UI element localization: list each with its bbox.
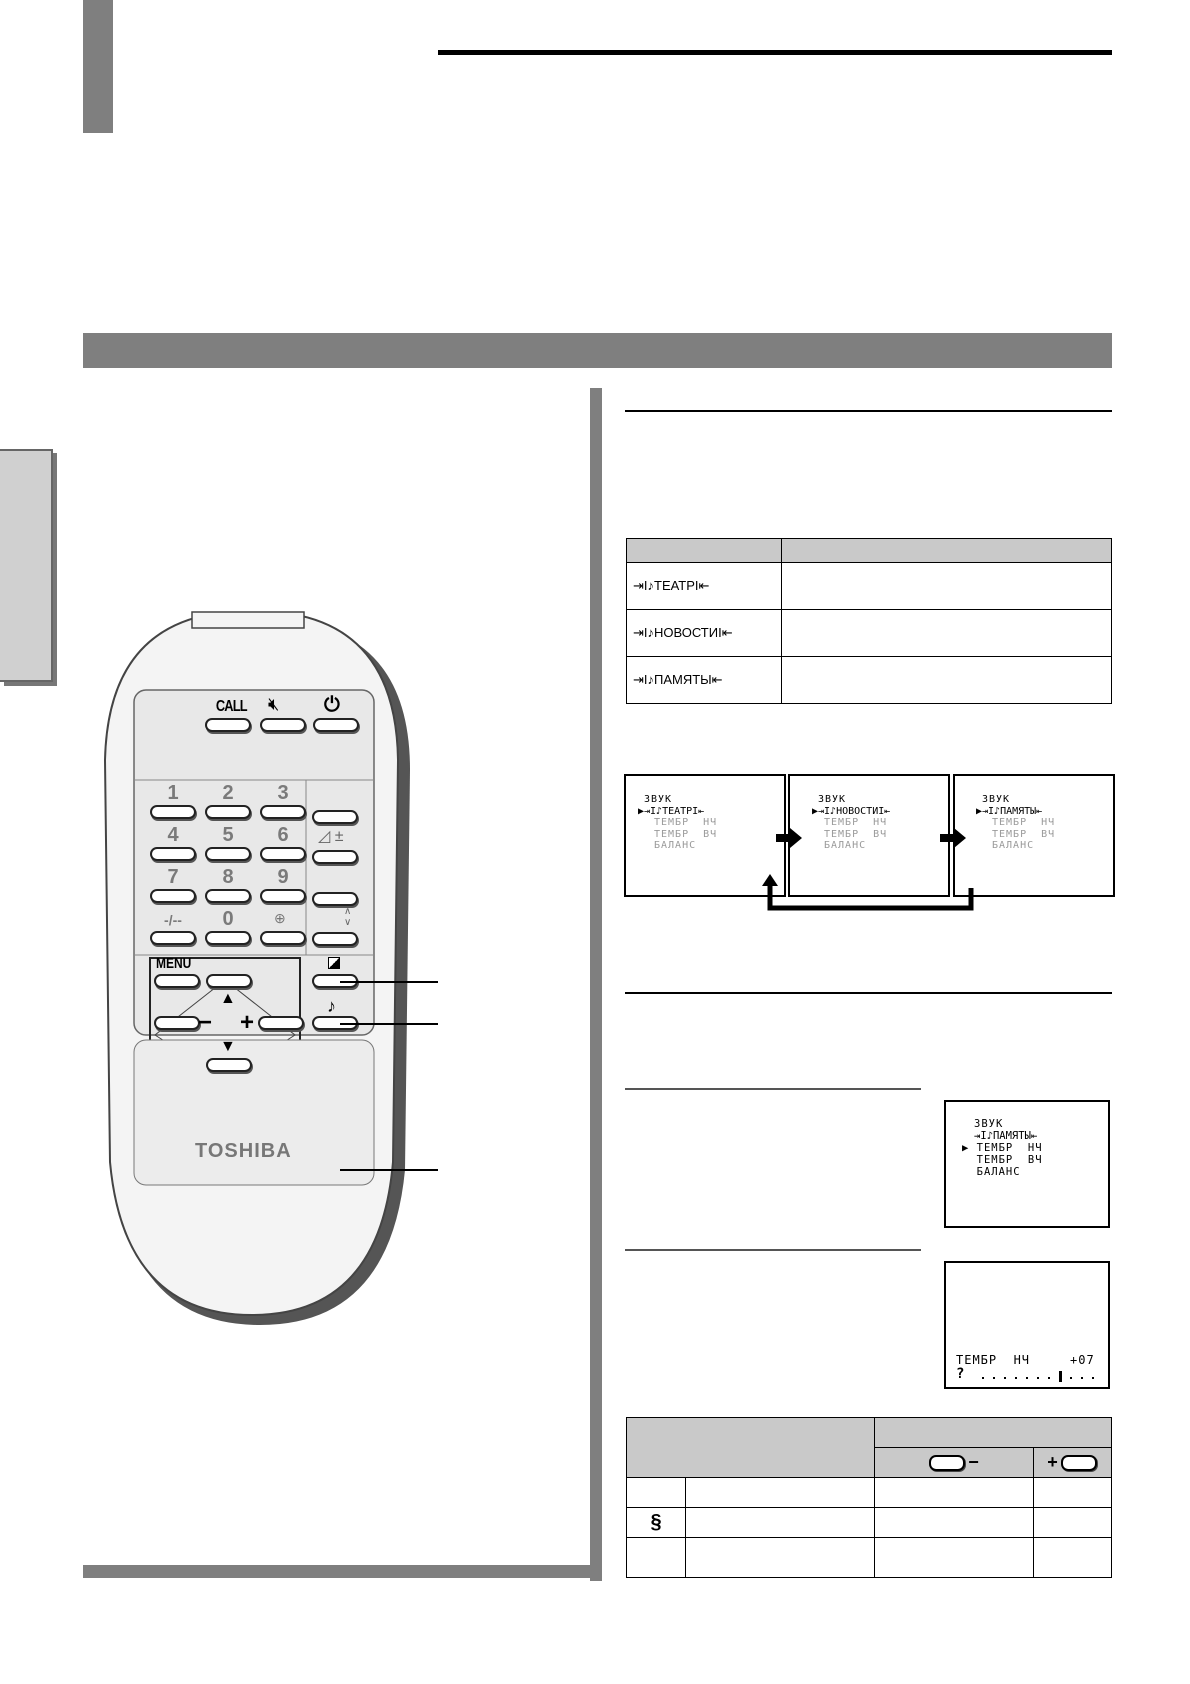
digit-0-label: 0	[222, 908, 234, 930]
digit-0-button[interactable]	[205, 931, 251, 945]
mute-button[interactable]	[260, 718, 306, 732]
mode-row-news: ⇥І♪НОВОСТИІ⇤	[627, 610, 782, 657]
adjust-plus-sign: +	[1047, 1452, 1058, 1472]
picture-icon	[328, 957, 340, 969]
call-button[interactable]	[205, 718, 251, 732]
brand-logo: TOSHIBA	[195, 1140, 292, 1162]
up-arrow-icon: ▲	[220, 990, 236, 1007]
osd-2-title: ЗВУК	[818, 794, 847, 805]
mode-desc-1	[782, 563, 1112, 610]
plus-label: +	[240, 1009, 255, 1036]
callout-lines	[340, 970, 440, 1190]
side-tab	[0, 449, 53, 682]
level-dot	[1048, 1377, 1050, 1379]
mode-table-header-1	[627, 539, 782, 563]
mute-icon: 🔇︎	[268, 694, 280, 714]
osd-menu-line-3: ТЕМБР ВЧ	[962, 1154, 1043, 1166]
sound-note-icon: ♪	[327, 996, 336, 1016]
adjust-header-plus	[1033, 1448, 1111, 1478]
input-button[interactable]	[260, 931, 306, 945]
digit-4-button[interactable]	[150, 847, 196, 861]
osd-2-item-3: БАЛАНС	[824, 840, 867, 851]
level-dot	[1026, 1377, 1028, 1379]
adjust-r1-label	[686, 1478, 875, 1508]
menu-label: MENU	[156, 955, 192, 972]
osd-3-item-1: ТЕМБР НЧ	[992, 817, 1056, 828]
digit-9-label: 9	[277, 866, 289, 888]
right-rule-3	[625, 1088, 921, 1090]
level-dot	[993, 1377, 995, 1379]
digit-dash-label: -/--	[164, 912, 182, 928]
adjust-r1-minus	[874, 1478, 1033, 1508]
header-gray-block	[83, 0, 113, 133]
side-button-1[interactable]	[312, 810, 358, 824]
adjust-table	[626, 1417, 1112, 1578]
adjust-r2-label	[686, 1508, 875, 1538]
bass-clef-icon: ?	[956, 1366, 965, 1382]
osd-1-item-3: БАЛАНС	[654, 840, 697, 851]
mode-row-memory: ⇥І♪ПАМЯТЫ⇤	[627, 657, 782, 704]
adjust-header-top	[874, 1418, 1111, 1448]
level-dot	[982, 1377, 984, 1379]
digit-dash-button[interactable]	[150, 931, 196, 945]
adjust-r1-plus	[1033, 1478, 1111, 1508]
osd-2-item-2: ТЕМБР ВЧ	[824, 828, 888, 840]
digit-3-button[interactable]	[260, 805, 306, 819]
program-label: ∧ ∨	[344, 906, 352, 928]
osd-level-screen	[944, 1261, 1110, 1389]
section-bar	[83, 333, 1112, 368]
osd-3-selected: ▶⇥І♪ПАМЯТЫ⇤	[976, 805, 1043, 817]
digit-3-label: 3	[277, 782, 289, 804]
left-panel-right-border	[590, 388, 602, 1581]
digit-1-label: 1	[167, 782, 179, 804]
power-button[interactable]	[313, 718, 359, 732]
adjust-r3-minus	[874, 1538, 1033, 1578]
osd-3-title: ЗВУК	[982, 794, 1011, 805]
adjust-r2-plus	[1033, 1508, 1111, 1538]
digit-7-label: 7	[167, 866, 179, 888]
mode-row-theatre: ⇥І♪ТЕАТРІ⇤	[627, 563, 782, 610]
digit-2-label: 2	[222, 782, 234, 804]
flow-arrows	[760, 820, 980, 920]
mode-desc-3	[782, 657, 1112, 704]
level-dot	[1081, 1377, 1083, 1379]
power-icon: ⏻	[324, 694, 340, 716]
adjust-r3-icon	[627, 1538, 686, 1578]
level-dot	[1015, 1377, 1017, 1379]
osd-1-item-1: ТЕМБР НЧ	[654, 817, 718, 828]
treble-clef-icon: §	[627, 1508, 686, 1538]
down-arrow-icon: ▼	[220, 1038, 236, 1055]
level-slider	[982, 1371, 1100, 1383]
mode-table	[626, 538, 1112, 704]
mode-table-header-2	[782, 539, 1112, 563]
osd-menu-line-4: БАЛАНС	[962, 1166, 1021, 1178]
arrow-right-icon-2	[940, 828, 966, 848]
arrow-up-icon	[762, 874, 778, 886]
osd-1-title: ЗВУК	[644, 794, 673, 805]
osd-2-selected: ▶⇥І♪НОВОСТИІ⇤	[812, 805, 891, 817]
adjust-header-left	[627, 1418, 875, 1478]
digit-7-button[interactable]	[150, 889, 196, 903]
digit-2-button[interactable]	[205, 805, 251, 819]
adjust-header-minus	[874, 1448, 1033, 1478]
right-rule-1	[625, 410, 1112, 412]
up-button[interactable]	[206, 974, 252, 988]
osd-menu-line-1: ⇥І♪ПАМЯТЫ⇤	[974, 1130, 1038, 1142]
digit-4-label: 4	[167, 824, 179, 846]
level-marker	[1059, 1371, 1062, 1382]
right-rule-2	[625, 992, 1112, 994]
osd-1-item-2: ТЕМБР ВЧ	[654, 828, 718, 840]
digit-5-button[interactable]	[205, 847, 251, 861]
level-dot	[1070, 1377, 1072, 1379]
osd-menu-screen	[944, 1100, 1110, 1228]
osd-3-item-2: ТЕМБР ВЧ	[992, 828, 1056, 840]
digit-5-label: 5	[222, 824, 234, 846]
osd-level-label: ТЕМБР НЧ	[956, 1353, 1031, 1367]
adjust-minus-sign: −	[968, 1452, 979, 1472]
minus-label: −	[198, 1009, 213, 1036]
digit-8-button[interactable]	[205, 889, 251, 903]
left-panel-bottom-border	[83, 1565, 602, 1578]
header-rule	[438, 50, 1112, 55]
level-dot	[1092, 1377, 1094, 1379]
menu-button[interactable]	[154, 974, 200, 988]
arrow-right-icon-1	[776, 828, 802, 848]
osd-2-item-1: ТЕМБР НЧ	[824, 817, 888, 828]
adjust-r1-icon	[627, 1478, 686, 1508]
level-dot	[1004, 1377, 1006, 1379]
level-dot	[1037, 1377, 1039, 1379]
digit-1-button[interactable]	[150, 805, 196, 819]
call-label: CALL	[215, 698, 247, 715]
down-button[interactable]	[206, 1058, 252, 1072]
right-rule-4	[625, 1249, 921, 1251]
adjust-r3-label	[686, 1538, 875, 1578]
left-minus-button[interactable]	[154, 1016, 200, 1030]
right-plus-button[interactable]	[258, 1016, 304, 1030]
digit-6-label: 6	[277, 824, 289, 846]
program-button[interactable]	[312, 932, 358, 946]
digit-8-label: 8	[222, 866, 234, 888]
osd-menu-title: ЗВУК	[974, 1118, 1004, 1130]
osd-3-item-3: БАЛАНС	[992, 840, 1035, 851]
adjust-r3-plus	[1033, 1538, 1111, 1578]
mode-desc-2	[782, 610, 1112, 657]
volume-button[interactable]	[312, 850, 358, 864]
input-icon: ⊕	[274, 910, 286, 926]
digit-9-button[interactable]	[260, 889, 306, 903]
osd-level-value: +07	[1070, 1353, 1095, 1367]
side-button-3[interactable]	[312, 892, 358, 906]
adjust-r2-minus	[874, 1508, 1033, 1538]
digit-6-button[interactable]	[260, 847, 306, 861]
osd-1-selected: ▶⇥І♪ТЕАТРІ⇤	[638, 805, 705, 817]
osd-menu-line-2: ▶ ТЕМБР НЧ	[962, 1142, 1043, 1154]
volume-label: ◿ ±	[318, 828, 344, 845]
